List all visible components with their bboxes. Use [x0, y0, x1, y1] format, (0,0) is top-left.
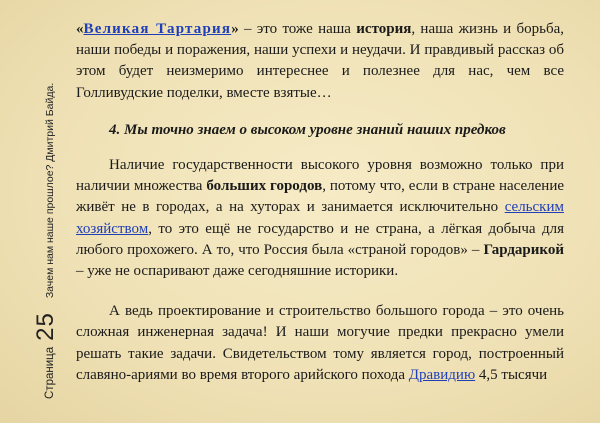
section-heading: 4. Мы точно знаем о высоком уровне знаний наших предков [109, 121, 506, 138]
book-title: Зачем нам наше прошлое? Дмитрий Байда. [44, 82, 56, 299]
quote-open: « [76, 21, 84, 37]
page-sidebar [0, 0, 60, 423]
document-body [76, 19, 564, 386]
link-great-tartaria[interactable]: Великая Тартария [83, 21, 232, 37]
para2-text-4: – уже не оспаривают даже сегодняшние историки. [76, 263, 399, 280]
paragraph-2 [76, 155, 564, 282]
page-label: Страница [44, 346, 56, 399]
para2-text-3: , то это ещё не государство и не страна, а лёгкая добыча для любого прохожего. А то, что Россия была «страной городов» – [76, 220, 564, 258]
para2-text-1: Наличие государственности высокого уровня возможно только при наличии множества [76, 157, 564, 195]
sidebar-rotated-text [32, 83, 60, 399]
para3-text-1: А ведь проектирование и строительство большого города – это очень сложная инженерная задача! И наши могучие предки прекрасно умели решать такие задачи. Свидетельством тому является город, построенный славяно-ариями во время второго арийского похода [76, 303, 564, 383]
quote-close: » [231, 21, 239, 37]
para3-text-2: 4,5 тысячи [475, 366, 548, 383]
para1-text-2: , наша жизнь и борьба, наши победы и поражения, наши успехи и неудачи. И правдивый рассказ об этом будет неизмеримо интереснее и полезнее для нас, чем все Голливудские поделки, вместе взятые… [76, 21, 564, 101]
page-number: 25 [32, 312, 59, 341]
para2-text-2: , потому что, если в стране население живёт не в городах, а на хуторах и занимается исключительно [76, 178, 565, 216]
para1-bold-history: история [356, 21, 412, 37]
paragraph-3 [76, 301, 564, 386]
link-agriculture[interactable]: сельским хозяйством [76, 199, 564, 237]
para2-bold-cities: больших городов [206, 178, 323, 195]
para2-bold-gardarika: Гардарикой [483, 241, 564, 258]
para1-text-1: – это тоже наша [238, 21, 357, 37]
paragraph-1 [76, 19, 564, 104]
link-dravidia[interactable]: Дравидию [408, 366, 476, 383]
paragraph-gap [76, 282, 564, 301]
